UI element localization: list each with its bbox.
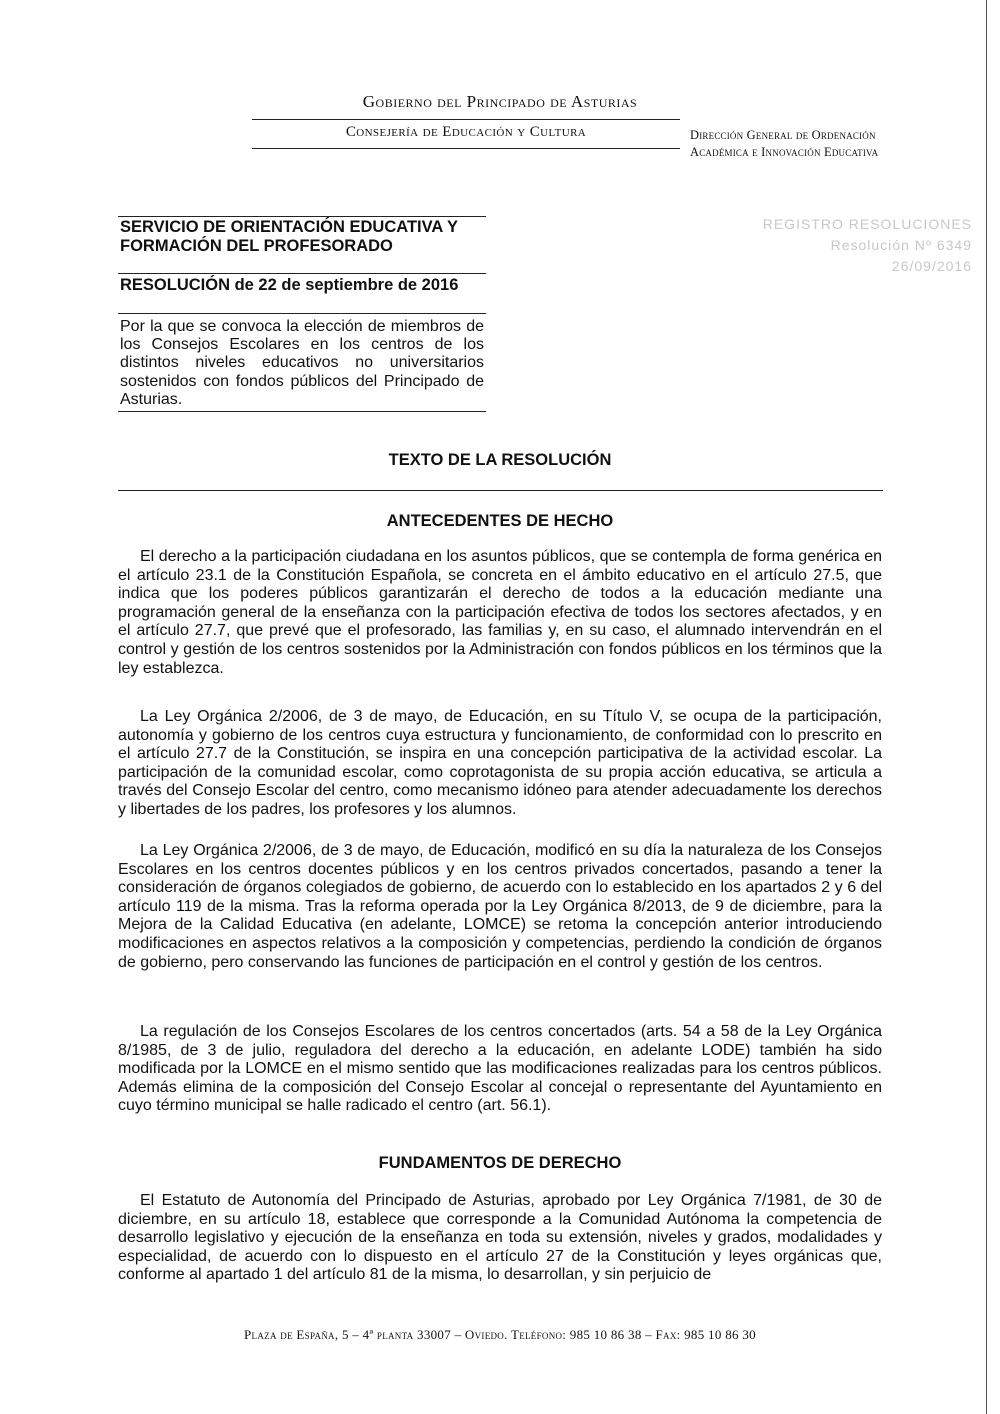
section-rule — [118, 490, 883, 491]
directorate-line-2: Académica e Innovación Educativa — [690, 145, 879, 159]
fundamentos-heading: FUNDAMENTOS DE DERECHO — [378, 1154, 622, 1172]
service-title — [120, 218, 500, 256]
header-rule-bottom — [252, 148, 680, 149]
page-edge-line — [986, 0, 987, 1414]
stamp-line-2: Resolución Nº 6349 — [830, 237, 972, 253]
service-line-1: SERVICIO DE ORIENTACIÓN EDUCATIVA Y — [120, 218, 458, 236]
paragraph: La Ley Orgánica 2/2006, de 3 de mayo, de Educación, en su Título V, se ocupa de la participación, autonomía y gobierno de los centros cuya estructura y funcionamiento, de conformidad con lo prescrito en el artículo 27.7 de la Constitución, se inspira en una concepción participativa de la actividad escolar. La participación de la comunidad escolar, como coprotagonista de su propia acción educativa, se articula a través del Consejo Escolar del centro, como mecanismo idóneo para atender adecuadamente los derechos y libertades de los padres, los profesores y los alumnos. — [118, 708, 882, 818]
service-line-2: FORMACIÓN DEL PROFESORADO — [120, 237, 393, 255]
summary-rule-top — [118, 313, 486, 314]
antecedentes-heading: ANTECEDENTES DE HECHO — [386, 512, 614, 530]
government-header: Gobierno del Principado de Asturias — [362, 92, 638, 111]
header-rule-top — [252, 119, 680, 120]
service-rule-top — [118, 216, 486, 217]
directorate-line-1: Dirección General de Ordenación — [690, 128, 876, 142]
paragraph: El Estatuto de Autonomía del Principado de Asturias, aprobado por Ley Orgánica 7/1981, de 30 de diciembre, en su artículo 18, establece que corresponde a la Comunidad Autónoma la competencia de desarrollo legislativo y ejecución de la enseñanza en toda su extensión, niveles y grados, modalidades y especialidad, de acuerdo con lo dispuesto en el artículo 27 de la Constitución y leyes orgánicas que, conforme al apartado 1 del artículo 81 de la misma, lo desarrollan, y sin perjuicio de — [118, 1192, 882, 1284]
paragraph: La regulación de los Consejos Escolares de los centros concertados (arts. 54 a 58 de la Ley Orgánica 8/1985, de 3 de julio, reguladora del derecho a la educación, en adelante LODE) también ha sido modificada por la LOMCE en el mismo sentido que las modificaciones realizadas para los centros públicos. Además elimina de la composición del Consejo Escolar al concejal o representante del Ayuntamiento en cuyo término municipal se halle radicado el centro (art. 56.1). — [118, 1023, 882, 1115]
resolution-summary: Por la que se convoca la elección de miembros de los Consejos Escolares en los centros de los distintos niveles educativos no universitarios sostenidos con fondos públicos del Principado de Asturias. — [120, 318, 484, 408]
registry-stamp — [712, 214, 972, 277]
ministry-header: Consejería de Educación y Cultura — [345, 124, 587, 140]
stamp-line-1: REGISTRO RESOLUCIONES — [762, 216, 972, 232]
footer-address: Plaza de España, 5 – 4ª planta 33007 – Oviedo. Teléfono: 985 10 86 38 – Fax: 985 10 86 30 — [244, 1327, 756, 1342]
stamp-line-3: 26/09/2016 — [891, 258, 972, 274]
paragraph: El derecho a la participación ciudadana en los asuntos públicos, que se contempla de forma genérica en el artículo 23.1 de la Constitución Española, se concreta en el ámbito educativo en el artículo 27.5, que indica que los poderes públicos garantizarán el derecho de todos a la educación mediante una programación general de la enseñanza con la participación efectiva de todos los sectores afectados, y en el artículo 27.7, que prevé que el profesorado, las familias y, en su caso, el alumnado intervendrán en el control y gestión de los centros sostenidos por la Administración con fondos públicos en los términos que la ley establezca. — [118, 548, 882, 677]
text-heading: TEXTO DE LA RESOLUCIÓN — [388, 451, 612, 469]
directorate-header — [690, 127, 960, 161]
resolution-date: RESOLUCIÓN de 22 de septiembre de 2016 — [120, 276, 459, 294]
resolution-rule-top — [118, 273, 486, 274]
paragraph: La Ley Orgánica 2/2006, de 3 de mayo, de Educación, modificó en su día la naturaleza de los Consejos Escolares en los centros docentes públicos y en los centros privados concertados, pasando a tener la consideración de órganos colegiados de gobierno, de acuerdo con lo establecido en los apartados 2 y 6 del artículo 119 de la misma. Tras la reforma operada por la Ley Orgánica 8/2013, de 9 de diciembre, para la Mejora de la Calidad Educativa (en adelante, LOMCE) se retoma la concepción anterior introduciendo modificaciones en aspectos relativos a la composición y competencias, perdiendo la condición de órganos de gobierno, pero conservando las funciones de participación en el control y gestión de los centros. — [118, 842, 882, 971]
summary-rule-bottom — [118, 411, 486, 412]
